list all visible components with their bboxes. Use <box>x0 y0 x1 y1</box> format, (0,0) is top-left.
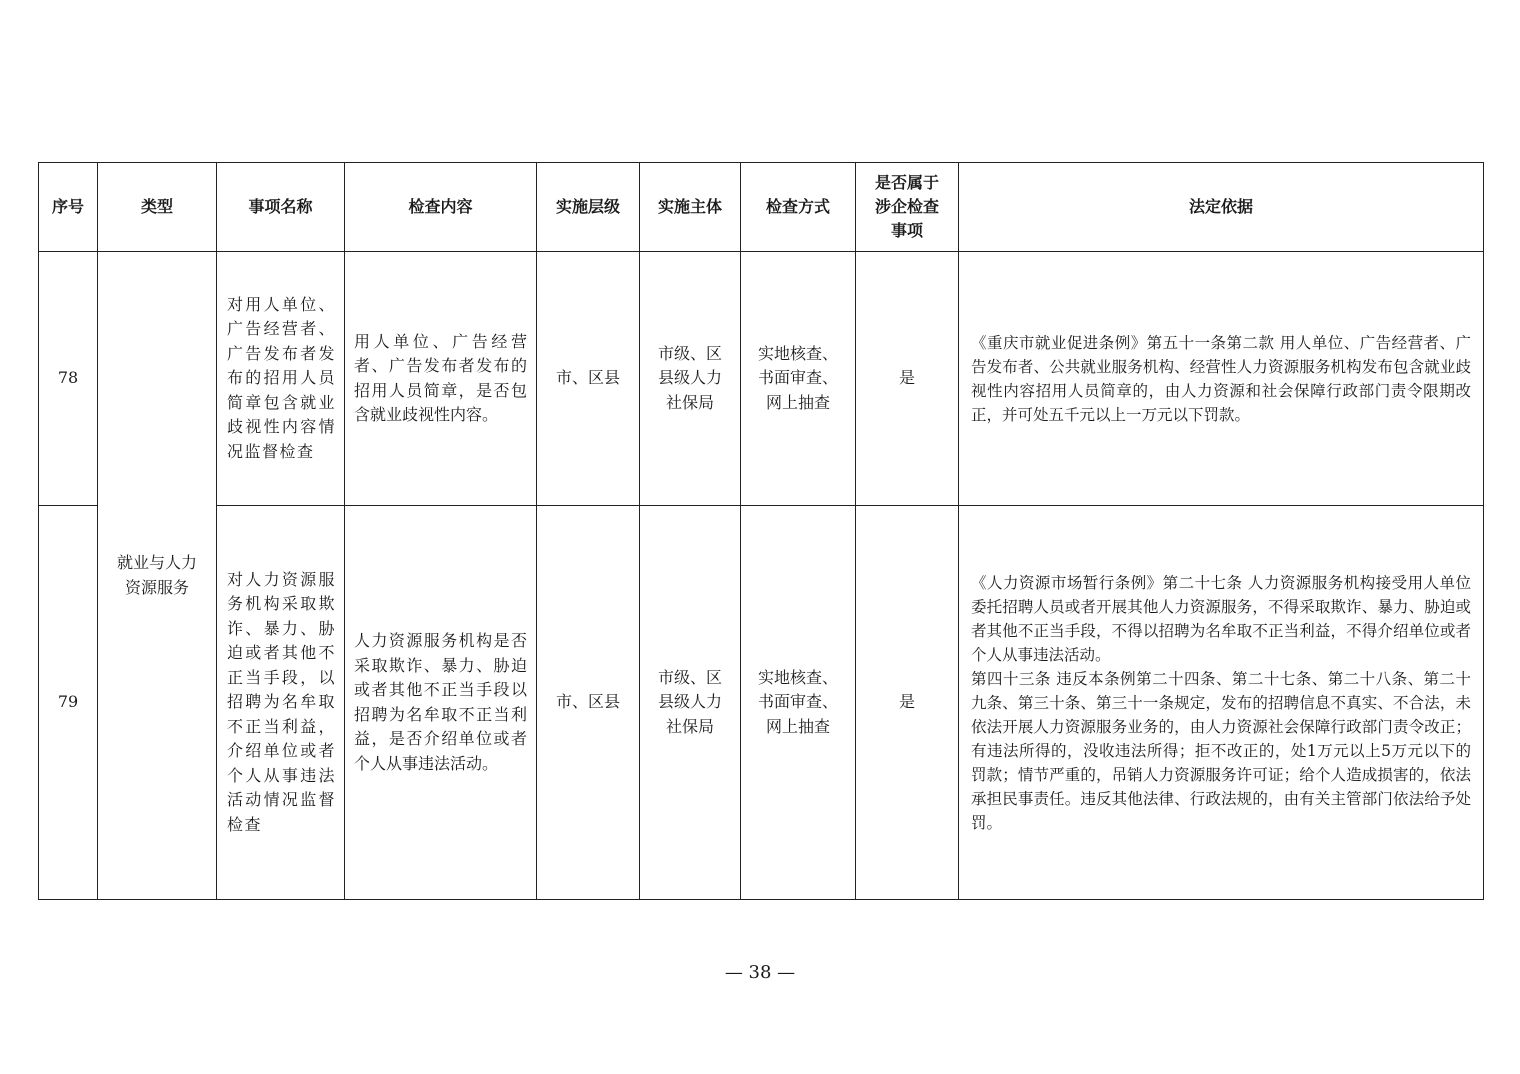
row-method: 实地核查、书面审查、网上抽查 <box>741 252 856 506</box>
row-seq: 78 <box>39 252 98 506</box>
row-item-name: 对用人单位、广告经营者、广告发布者发布的招用人员简章包含就业歧视性内容情况监督检查 <box>217 252 345 506</box>
table-row <box>39 506 1484 900</box>
header-enterprise: 是否属于 涉企检查 事项 <box>856 163 959 252</box>
page-number: — 38 — <box>724 962 796 983</box>
row-content: 人力资源服务机构是否采取欺诈、暴力、胁迫或者其他不正当手段以招聘为名牟取不正当利益，是否介绍单位或者个人从事违法活动。 <box>345 506 537 900</box>
header-seq: 序号 <box>39 163 98 252</box>
header-basis: 法定依据 <box>959 163 1484 252</box>
row-seq: 79 <box>39 506 98 900</box>
basis-paragraph: 第四十三条 违反本条例第二十四条、第二十七条、第二十八条、第二十九条、第三十条、第三十一条规定，发布的招聘信息不真实、不合法，未依法开展人力资源服务业务的，由人力资源社会保障行政部门责令改正；有违法所得的，没收违法所得；拒不改正的，处1万元以上5万元以下的罚款；情节严重的，吊销人力资源服务许可证；给个人造成损害的，依法承担民事责任。违反其他法律、行政法规的，由有关主管部门依法给予处罚。 <box>971 669 1471 832</box>
row-basis <box>959 506 1484 900</box>
header-subject: 实施主体 <box>640 163 741 252</box>
basis-paragraph: 《重庆市就业促进条例》第五十一条第二款 用人单位、广告经营者、广告发布者、公共就业服务机构、经营性人力资源服务机构发布包含就业歧视性内容招用人员简章的，由人力资源和社会保障行政部门责令限期改正，并可处五千元以上一万元以下罚款。 <box>971 333 1471 424</box>
row-enterprise: 是 <box>856 506 959 900</box>
inspection-table <box>38 162 1484 900</box>
header-content: 检查内容 <box>345 163 537 252</box>
header-level: 实施层级 <box>537 163 640 252</box>
basis-paragraph: 《人力资源市场暂行条例》第二十七条 人力资源服务机构接受用人单位委托招聘人员或者开展其他人力资源服务，不得采取欺诈、暴力、胁迫或者其他不正当手段，不得以招聘为名牟取不正当利益，不得介绍单位或者个人从事违法活动。 <box>971 573 1471 664</box>
row-subject: 市级、区县级人力社保局 <box>640 506 741 900</box>
header-method: 检查方式 <box>741 163 856 252</box>
row-enterprise: 是 <box>856 252 959 506</box>
row-item-name: 对人力资源服务机构采取欺诈、暴力、胁迫或者其他不正当手段，以招聘为名牟取不正当利益，介绍单位或者个人从事违法活动情况监督检查 <box>217 506 345 900</box>
row-basis <box>959 252 1484 506</box>
table-row <box>39 252 1484 506</box>
type-group: 就业与人力资源服务 <box>98 252 217 900</box>
row-content: 用人单位、广告经营者、广告发布者发布的招用人员简章，是否包含就业歧视性内容。 <box>345 252 537 506</box>
header-type: 类型 <box>98 163 217 252</box>
row-level: 市、区县 <box>537 252 640 506</box>
row-subject: 市级、区县级人力社保局 <box>640 252 741 506</box>
row-level: 市、区县 <box>537 506 640 900</box>
header-row <box>39 163 1484 252</box>
row-method: 实地核查、书面审查、网上抽查 <box>741 506 856 900</box>
header-item-name: 事项名称 <box>217 163 345 252</box>
